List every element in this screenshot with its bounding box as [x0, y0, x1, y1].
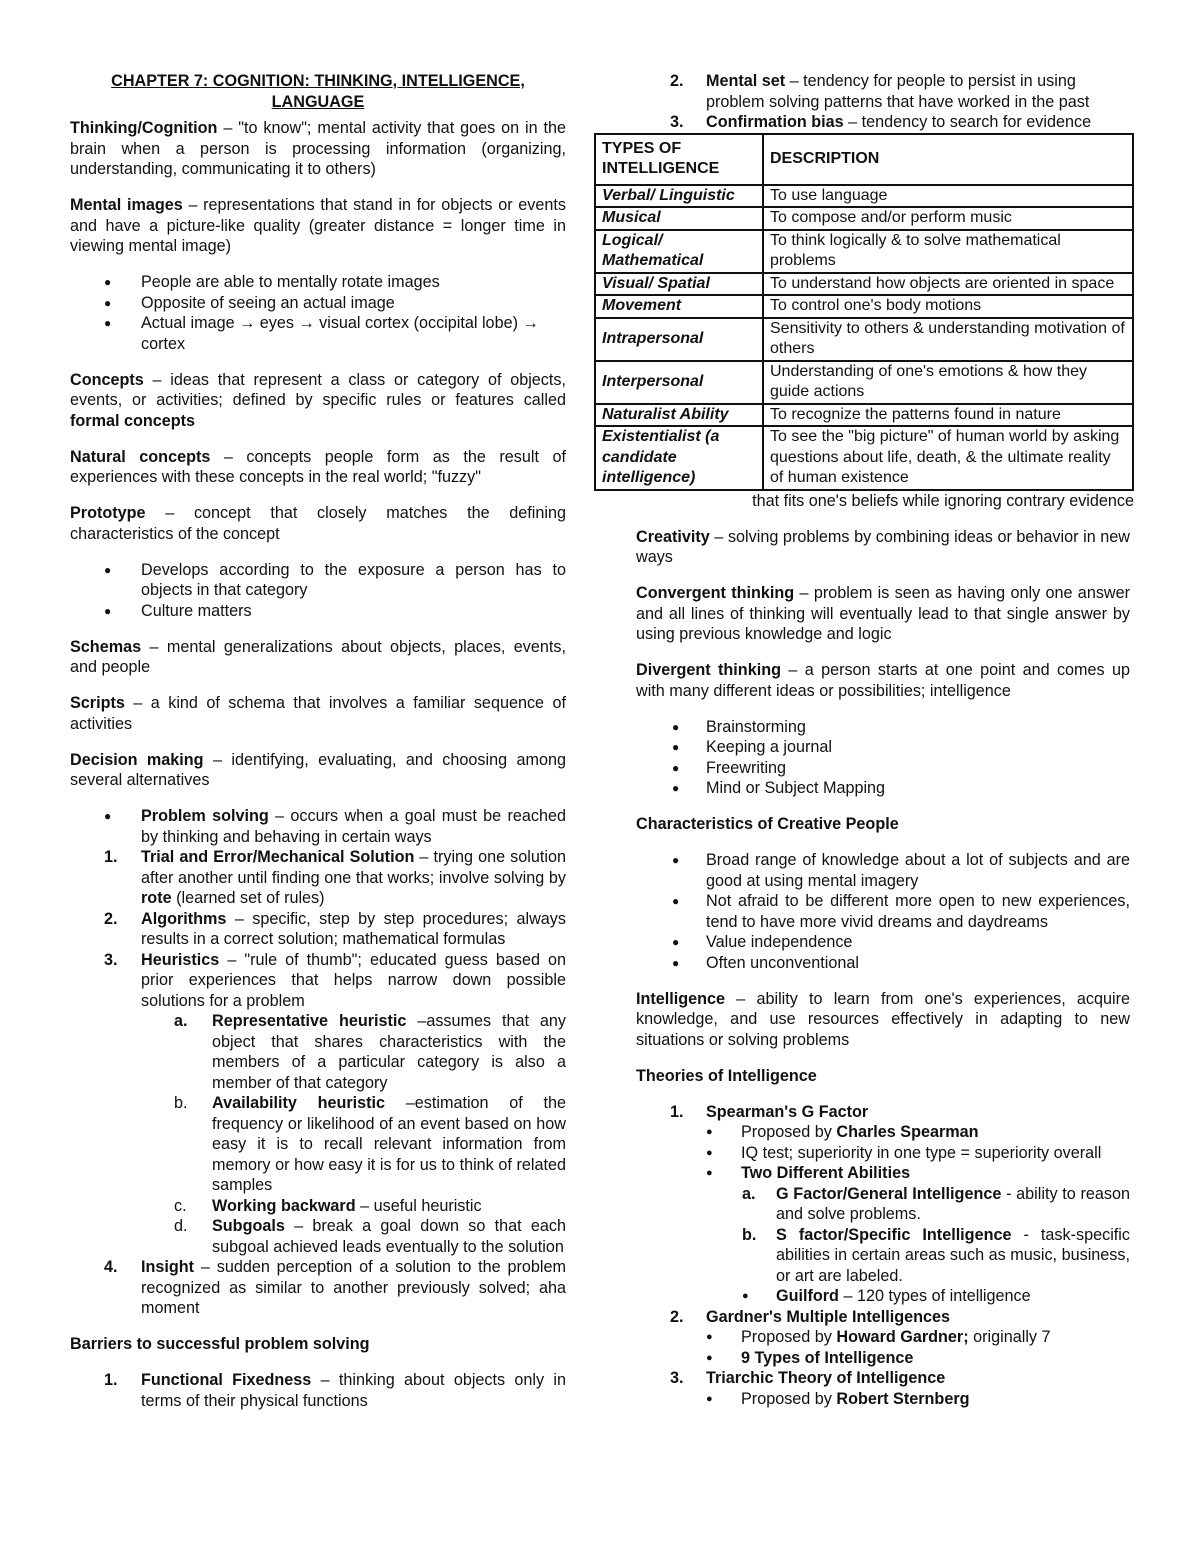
ability-item: a. G Factor/General Intelligence - ability to reason and solve problems. — [742, 1184, 1130, 1223]
list-item: ● Not afraid to be different more open to new experiences, tend to have more vivid dreams and daydreams — [636, 891, 1130, 932]
table-row — [595, 207, 1133, 230]
list-item: ● IQ test; superiority in one type = superiority overall — [636, 1143, 1130, 1164]
list-item: ● Brainstorming — [636, 717, 1130, 738]
table-row — [595, 273, 1133, 296]
column-header-description: DESCRIPTION — [763, 134, 1133, 185]
concepts-definition: Concepts – ideas that represent a class or category of objects, events, or activities; defined by specific rules or features called formal concepts — [70, 370, 566, 430]
intelligence-type: Logical/ Mathematical — [595, 230, 763, 273]
list-item: ● Develops according to the exposure a person has to objects in that category — [70, 560, 566, 601]
table-row — [595, 404, 1133, 427]
intelligence-type: Interpersonal — [595, 361, 763, 404]
table-row — [595, 185, 1133, 208]
list-item: ● Often unconventional — [636, 953, 1130, 974]
heuristic-item: c. Working backward – useful heuristic — [174, 1196, 482, 1215]
right-column — [602, 71, 1134, 1409]
left-column — [70, 71, 566, 1411]
list-item: ● Mind or Subject Mapping — [636, 778, 1130, 799]
intelligence-type: Musical — [595, 207, 763, 230]
creativity-definition: Creativity – solving problems by combining ideas or behavior in new ways — [636, 527, 1130, 566]
intelligence-type: Existentialist (a candidate intelligence) — [595, 426, 763, 490]
intelligence-description: To recognize the patterns found in nature — [763, 404, 1133, 427]
list-item: ● Broad range of knowledge about a lot of subjects and are good at using mental imagery — [636, 850, 1130, 891]
intelligence-description: To use language — [763, 185, 1133, 208]
intelligence-description: To think logically & to solve mathematical problems — [763, 230, 1133, 273]
ability-item: b. S factor/Specific Intelligence - task-specific abilities in certain areas such as music, business, or art are labeled. — [742, 1225, 1130, 1285]
list-item: ● Freewriting — [636, 758, 1130, 779]
intelligence-table — [594, 133, 1134, 491]
list-item: ● 9 Types of Intelligence — [636, 1348, 1130, 1369]
scripts-definition: Scripts – a kind of schema that involves a familiar sequence of activities — [70, 694, 566, 733]
table-row — [595, 426, 1133, 490]
list-item: ● Culture matters — [70, 601, 566, 622]
intelligence-description: To see the "big picture" of human world by asking questions about life, death, & the ultimate reality of human existence — [763, 426, 1133, 490]
heuristic-item: a. Representative heuristic –assumes that any object that shares characteristics with the members of a particular category is also a member of that category — [174, 1012, 567, 1092]
theories-heading: Theories of Intelligence — [636, 1066, 817, 1085]
table-row — [595, 230, 1133, 273]
heuristic-item: b. Availability heuristic –estimation of the frequency or likelihood of an event based on how easy it is to recall relevant information from memory or how easy it is for us to think of related samples — [174, 1094, 566, 1194]
list-item: ● Proposed by Charles Spearman — [636, 1122, 1130, 1143]
table-header-row — [595, 134, 1133, 185]
list-item: ● People are able to mentally rotate images — [70, 272, 566, 293]
intelligence-description: To compose and/or perform music — [763, 207, 1133, 230]
prototype-definition: Prototype – concept that closely matches the defining characteristics of the concept — [70, 504, 566, 543]
problem-solving-step: 1. Trial and Error/Mechanical Solution – trying one solution after another until finding one that works; involve solving by rote (learned set of rules) — [104, 848, 566, 907]
intelligence-description: Understanding of one's emotions & how they guide actions — [763, 361, 1133, 404]
list-item: ● Two Different Abilities — [636, 1163, 1130, 1184]
intelligence-type: Movement — [595, 295, 763, 318]
divergent-thinking-definition: Divergent thinking – a person starts at one point and comes up with many different ideas or possibilities; intelligence — [636, 661, 1130, 700]
problem-solving-step: 2. Algorithms – specific, step by step procedures; always results in a correct solution; mathematical formulas — [104, 909, 566, 948]
theory-item: 2. Gardner's Multiple Intelligences — [670, 1307, 951, 1326]
problem-solving-step: 3. Heuristics – "rule of thumb"; educated guess based on prior experiences that helps narrow down possible solutions for a problem — [104, 950, 566, 1010]
convergent-thinking-definition: Convergent thinking – problem is seen as having only one answer and all lines of thinking will eventually lead to that single answer by using previous knowledge and logic — [636, 584, 1130, 643]
barrier-item: 2. Mental set – tendency for people to persist in using problem solving patterns that have worked in the past — [670, 72, 1090, 111]
intelligence-type: Visual/ Spatial — [595, 273, 763, 296]
list-item: ● Actual image → eyes → visual cortex (occipital lobe) → cortex — [70, 313, 566, 354]
barriers-heading: Barriers to successful problem solving — [70, 1335, 370, 1353]
column-header-type: TYPES OF INTELLIGENCE — [595, 134, 763, 185]
intelligence-description: To control one's body motions — [763, 295, 1133, 318]
natural-concepts-definition: Natural concepts – concepts people form as the result of experiences with these concepts in the real world; "fuzzy" — [70, 447, 566, 486]
intelligence-definition: Intelligence – ability to learn from one's experiences, acquire knowledge, and use resources effectively in adapting to new situations or solving problems — [636, 989, 1130, 1049]
barrier-item: 3. Confirmation bias – tendency to search for evidence — [670, 113, 1092, 131]
confirmation-bias-continuation: that fits one's beliefs while ignoring contrary evidence — [752, 491, 1134, 510]
intelligence-description: To understand how objects are oriented in space — [763, 273, 1133, 296]
intelligence-type: Verbal/ Linguistic — [595, 185, 763, 208]
list-item: ● Value independence — [636, 932, 1130, 953]
page-title: CHAPTER 7: COGNITION: THINKING, INTELLIGENCE, LANGUAGE — [111, 72, 525, 111]
mental-images-definition: Mental images – representations that stand in for objects or events and have a picture-like quality (greater distance = longer time in viewing mental image) — [70, 196, 566, 255]
theory-item: 1. Spearman's G Factor — [670, 1102, 869, 1121]
problem-solving-item: ● Problem solving – occurs when a goal must be reached by thinking and behaving in certain ways — [70, 806, 566, 847]
thinking-definition: Thinking/Cognition – "to know"; mental activity that goes on in the brain when a person is processing information (organizing, understanding, communicating it to others) — [70, 119, 566, 178]
decision-making-definition: Decision making – identifying, evaluating, and choosing among several alternatives — [70, 750, 567, 789]
table-row — [595, 295, 1133, 318]
list-item: ● Keeping a journal — [636, 737, 1130, 758]
barrier-item: 1. Functional Fixedness – thinking about objects only in terms of their physical functions — [104, 1371, 566, 1410]
list-item: ● Opposite of seeing an actual image — [70, 293, 566, 314]
creative-people-heading: Characteristics of Creative People — [636, 815, 899, 833]
heuristic-item: d. Subgoals – break a goal down so that each subgoal achieved leads eventually to the solution — [174, 1217, 566, 1256]
list-item: ● Proposed by Howard Gardner; originally 7 — [636, 1327, 1130, 1348]
list-item: ● Guilford – 120 types of intelligence — [636, 1286, 1130, 1307]
intelligence-description: Sensitivity to others & understanding motivation of others — [763, 318, 1133, 361]
table-row — [595, 361, 1133, 404]
list-item: ● Proposed by Robert Sternberg — [636, 1389, 1130, 1410]
intelligence-type: Naturalist Ability — [595, 404, 763, 427]
intelligence-type: Intrapersonal — [595, 318, 763, 361]
schemas-definition: Schemas – mental generalizations about objects, places, events, and people — [70, 637, 566, 676]
problem-solving-step: 4. Insight – sudden perception of a solution to the problem recognized as similar to another previously solved; aha moment — [104, 1258, 566, 1317]
table-row — [595, 318, 1133, 361]
theory-item: 3. Triarchic Theory of Intelligence — [670, 1369, 946, 1387]
